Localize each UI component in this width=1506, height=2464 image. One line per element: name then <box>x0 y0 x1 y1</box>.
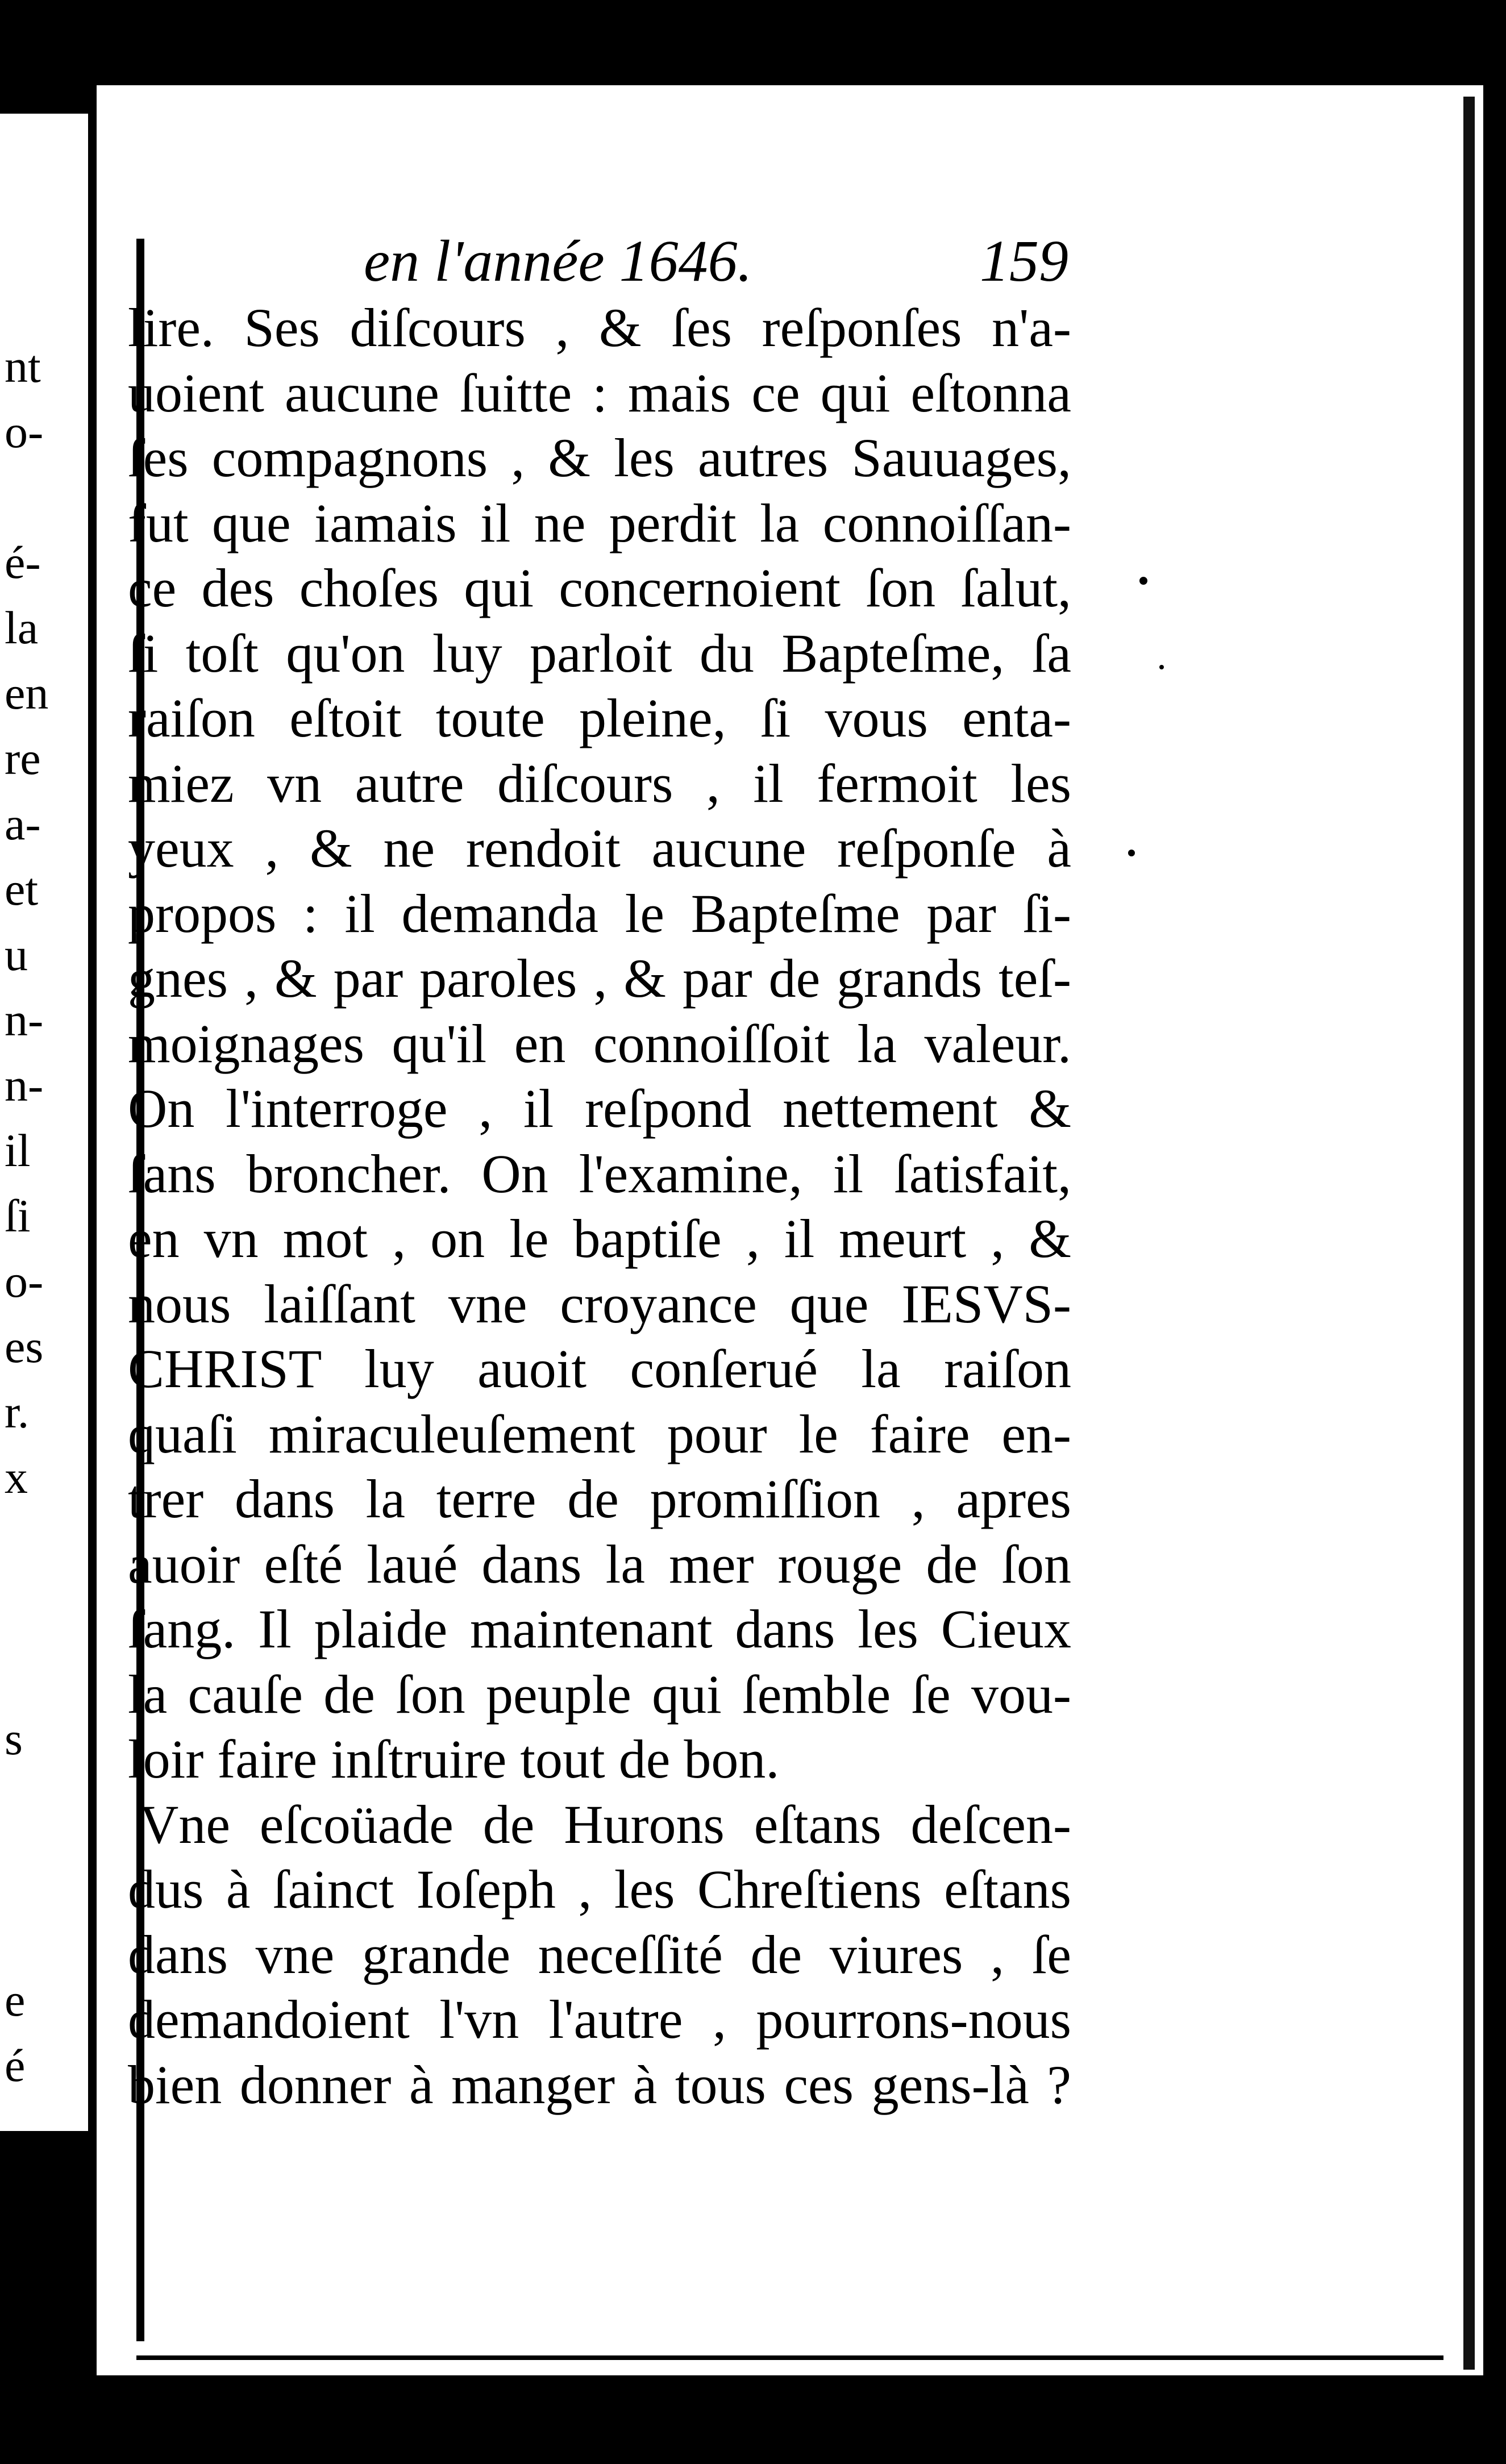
text-line: bien donner à manger à tous ces gens-là ? <box>128 2054 1071 2115</box>
fragment: . <box>5 2105 16 2157</box>
fragment <box>5 1642 90 1705</box>
text-line: ce des choſes qui concernoient ſon ſalut, <box>128 557 1071 618</box>
fragment <box>5 1512 90 1574</box>
fragment <box>5 1838 90 1901</box>
text-line: On l'interroge , il reſpond nettement & <box>128 1078 1071 1139</box>
fragment: u <box>5 929 28 980</box>
text-line: ſans broncher. On l'examine, il ſatisfait, <box>128 1143 1071 1204</box>
text-line: dus à ſainct Ioſeph , les Chreſtiens eſtans <box>128 1859 1071 1920</box>
text-line: trer dans la terre de promiſſion , apres <box>128 1468 1071 1529</box>
fragment: il <box>5 1125 31 1176</box>
text-line: Vne eſcoüade de Hurons eſtans deſcen- <box>139 1793 1071 1855</box>
text-line: propos : il demanda le Bapteſme par ſi- <box>128 883 1071 944</box>
text-line: auoir eſté laué dans la mer rouge de ſon <box>128 1533 1071 1595</box>
page-right-edge <box>1463 97 1475 2370</box>
fragment <box>5 1773 90 1835</box>
text-line: lire. Ses diſcours , & ſes reſponſes n'a- <box>128 297 1071 358</box>
fragment: n- <box>5 994 44 1046</box>
fragment: re <box>5 732 41 784</box>
fragment: r. <box>5 1386 30 1438</box>
text-line: ſang. Il plaide maintenant dans les Cieux <box>128 1599 1071 1659</box>
text-line: fut que iamais il ne perdit la connoiſſan- <box>128 492 1071 553</box>
fragment: es <box>5 1321 44 1372</box>
fragment: n- <box>5 1059 44 1111</box>
fragment: o- <box>5 1255 44 1307</box>
text-line: raiſon eſtoit toute pleine, ſi vous enta- <box>128 688 1071 748</box>
ink-speck <box>1128 850 1135 856</box>
running-head: en l'année 1646. <box>364 228 752 294</box>
text-line: yeux , & ne rendoit aucune reſponſe à <box>128 818 1071 879</box>
fragment: x <box>5 1451 28 1503</box>
fragment: o- <box>5 406 44 457</box>
text-line: ſes compagnons , & les autres Sauuages, <box>128 427 1071 488</box>
fragment: la <box>5 602 39 654</box>
fragment: nt <box>5 340 41 392</box>
text-line: demandoient l'vn l'autre , pourrons-nous <box>128 1989 1071 2050</box>
body-text <box>128 295 1071 2117</box>
text-line: en vn mot , on le baptiſe , il meurt , & <box>128 1208 1071 1269</box>
ink-speck <box>1139 577 1147 585</box>
page-number: 159 <box>980 228 1068 294</box>
text-line: gnes , & par paroles , & par de grands teſ- <box>128 948 1071 1009</box>
text-line: dans vne grande neceſſité de viures , ſe <box>128 1924 1071 1985</box>
fragment: et <box>5 863 39 915</box>
text-line: CHRIST luy auoit conſerué la raiſon <box>128 1338 1071 1399</box>
text-line: la cauſe de ſon peuple qui ſemble ſe vou- <box>128 1663 1071 1725</box>
text-line: nous laiſſant vne croyance que IESVS- <box>128 1273 1071 1334</box>
text-line: moignages qu'il en connoiſſoit la valeur. <box>128 1013 1071 1074</box>
text-line: miez vn autre diſcours , il fermoit les <box>128 752 1071 814</box>
fragment <box>5 1577 90 1639</box>
facing-page-fragments <box>0 335 91 2157</box>
page-bottom-edge <box>136 2355 1443 2360</box>
fragment <box>5 1904 90 1966</box>
text-line: uoient aucune ſuitte : mais ce qui eſtonna <box>128 362 1071 423</box>
fragment: a- <box>5 798 41 850</box>
text-line: ſi toſt qu'on luy parloit du Bapteſme, ſa <box>128 622 1071 684</box>
text-line: quaſi miraculeuſement pour le faire en- <box>128 1403 1071 1464</box>
fragment: en <box>5 667 49 719</box>
fragment: é- <box>5 536 41 588</box>
fragment: é <box>5 2040 26 2091</box>
fragment: s <box>5 1713 23 1764</box>
text-line: loir faire inſtruire tout de bon. <box>128 1729 780 1789</box>
fragment: ſi <box>5 1190 31 1242</box>
fragment: e <box>5 1974 26 2026</box>
fragment <box>5 466 90 528</box>
ink-speck <box>1159 665 1164 669</box>
